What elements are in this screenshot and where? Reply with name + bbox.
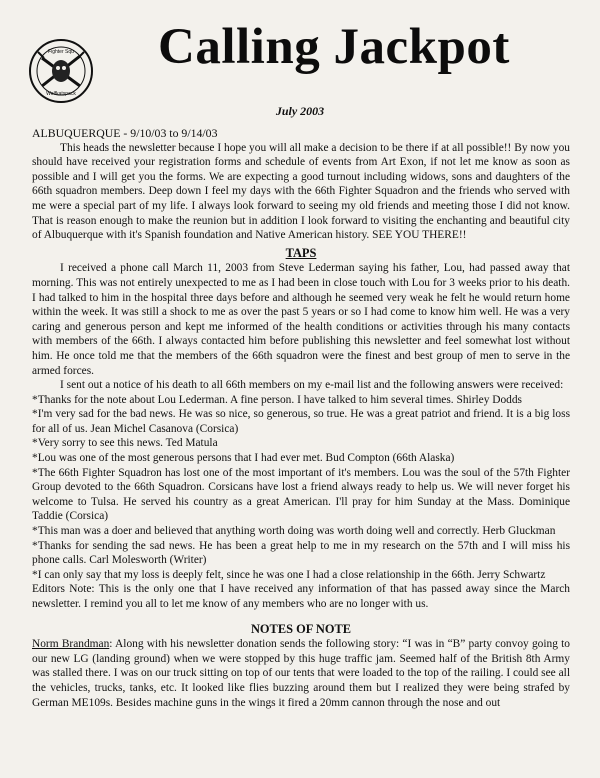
- taps-paragraph-2: I sent out a notice of his death to all 66th members on my e-mail list and the following answers were received:: [60, 379, 564, 392]
- taps-paragraph-1: I received a phone call March 11, 2003 from Steve Lederman saying his father, Lou, had passed away that morning. This was not entirely unexpected to me as I had been in close touch with Lou for 3 weeks prior to his death. I had talked to him in the hospital three days before and although he seemed very weak he felt he would return home within the week. It was still a shock to me as over the past 5 years or so I had come to know him well. He was a very caring and generous person and kept me informed of the health conditions or activities through his many contacts with members of the 66th. I always contacted him before publishing this newsletter and feel somewhat lost without him. He once told me that the members of the 66th squadron were the finest and best group of men to serve in the armed forces.: [32, 262, 570, 377]
- newsletter-title: Calling Jackpot: [158, 19, 510, 75]
- taps-response: *Thanks for the note about Lou Lederman. A fine person. I have talked to him several times. Shirley Dodds: [32, 393, 522, 406]
- notes-text: : Along with his newsletter donation sends the following story: “I was in “B” party convoy going to our new LG (landing ground) when we were stopped by this huge traffic jam. Seemed half of the British 8th Army was stalled there. I was on our truck sitting on top of our tents that were loaded to the top of the railing. I could see all the vehicles, trucks, tanks, etc. It looked like flies buzzing around them but I realized they were being strafed by German ME109s. Besides machine guns in the wings it fired a 20mm cannon through the nose and out: [32, 638, 571, 709]
- squadron-logo: [28, 38, 94, 104]
- editors-note: Editors Note: This is the only one that I have received any information of that has passed away since the March newsletter. I remind you all to let me know of any members who are no longer with us.: [32, 583, 570, 610]
- reunion-dateline: ALBUQUERQUE - 9/10/03 to 9/14/03: [32, 126, 218, 140]
- newsletter-body: [32, 126, 570, 710]
- taps-response: *Lou was one of the most generous persons that I had ever met. Bud Compton (66th Alaska): [32, 452, 455, 465]
- taps-heading: TAPS: [285, 245, 317, 260]
- taps-response: *The 66th Fighter Squadron has lost one of the most important of it's members. Lou was the soul of the 57th Fighter Group devoted to the 66th Squadron. Corsicans have lost a friend always ready to help us. We will never forget his welcome to Tulsa. He served his country as a great American. I'll pray for him Sunday at the Mass. Dominique Taddie (Corsica): [32, 466, 570, 523]
- taps-response: *Thanks for sending the sad news. He has been a great help to me in my research on the 57th and I will miss his phone calls. Carl Molesworth (Writer): [32, 539, 570, 567]
- taps-response: *I'm very sad for the bad news. He was so nice, so generous, so true. He was a great patriot and friend. It is a big loss for all of us. Jean Michel Casanova (Corsica): [32, 408, 570, 435]
- issue-date: July 2003: [275, 104, 325, 118]
- taps-response: *Very sorry to see this news. Ted Matula: [32, 437, 218, 450]
- logo-text-top: Fighter Squ: [48, 49, 74, 55]
- reunion-paragraph: This heads the newsletter because I hope you will all make a decision to be there if at all possible!! By now you should have received your registration forms and schedule of events from Art Exon, if not let me know as soon as possible and I will get you the forms. We are expecting a good turnout including widows, sons and daughters of the 66th squadron members. Deep down I feel my days with the 66th Fighter Squadron and the friends who served with me were a special part of my life. I always look forward to seeing my old friends and meeting those I did not know. That is reason enough to make the reunion but in addition I look forward to visiting the enchanting and beautiful city of Albuquerque with it's Spanish foundation and Native American history. SEE YOU THERE!!: [32, 141, 570, 242]
- notes-author: Norm Brandman: [32, 638, 110, 651]
- taps-response: *I can only say that my loss is deeply felt, since he was one I had a close relationship in the 66th. Jerry Schwartz: [32, 568, 546, 581]
- logo-text-bottom: Wolfkatspack: [46, 91, 76, 97]
- notes-heading: NOTES OF NOTE: [250, 621, 352, 636]
- notes-paragraph: [32, 637, 570, 710]
- taps-response: *This man was a doer and believed that anything worth doing was worth doing well and correctly. Herb Gluckman: [32, 525, 556, 538]
